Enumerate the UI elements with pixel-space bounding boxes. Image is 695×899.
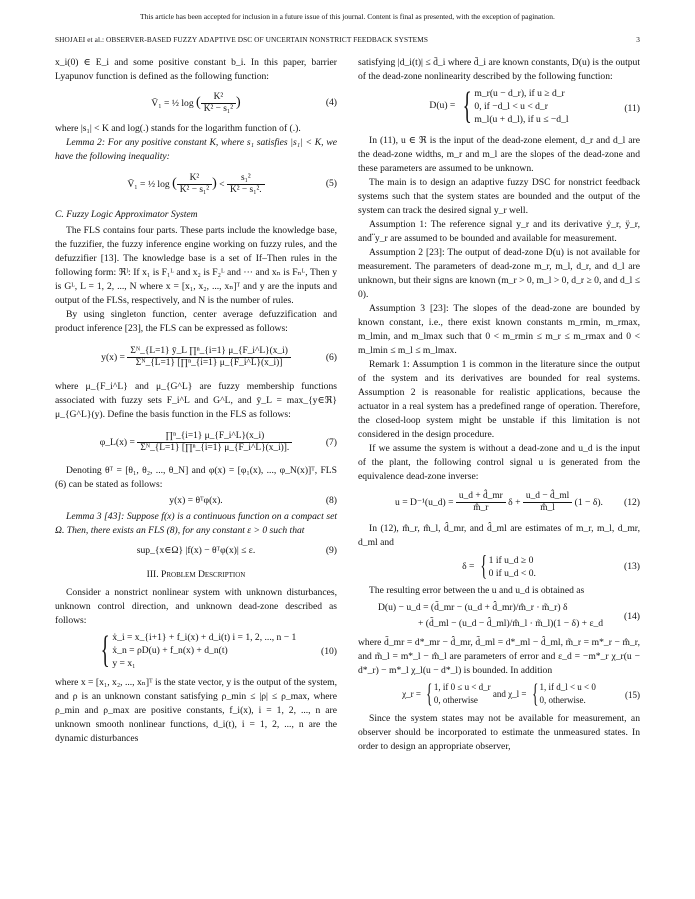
equation-10: { ẋ_i = x_{i+1} + f_i(x) + d_i(t) i = 1, 2, ..., n − 1 ẋ_n = ρD(u) + f_n(x) + d_n(t) y = x₁ (10) (100, 629, 337, 671)
equation-number: (10) (321, 646, 337, 657)
lemma-2: Lemma 2: For any positive constant K, where s₁ satisfies |s₁| < K, we have the following inequality: (55, 137, 337, 162)
assumption-1: Assumption 1: The reference signal y_r and its derivative ẏ_r, ÿ_r, and ⃛y_r are assumed to be bounded and available for measurement. (358, 219, 640, 244)
paragraph: By using singleton function, center average defuzzification and product inference [23], the FLS can be expressed as follows: (55, 309, 337, 334)
equation-number: (15) (625, 690, 640, 700)
equation-6: y(x) = $\frac{\text{Σᴺ\_\{L=1\} ȳ\_L ∏ⁿ\_\{i=1\} μ\_\{F\_i\textasciicircum{}L\}(x\_i)}}{\text{Σᴺ\_\{L=1\} [∏ⁿ\_\{i=1\} μ\_\{F\_i\textasciicircum{}L\}(x\_i)]}}$ (6) (55, 338, 337, 378)
paragraph: Denoting θᵀ = [θ₁, θ₂, ..., θ_N] and φ(x) = [φ₁(x), ..., φ_N(x)]ᵀ, FLS (6) can be stated as follows: (55, 465, 337, 490)
page-number: 3 (636, 35, 640, 44)
paragraph: If we assume the system is without a dead-zone and u_d is the input of the plant, the following control signal u is generated from the equivalence dead-zone inverse: (358, 443, 640, 482)
remark-1: Remark 1: Assumption 1 is common in the literature since the output of the system and its derivatives are bounded for real systems. Assumption 2 is reasonable for realistic applications, because the actuator in a real system has a predefined range of operation. Therefore, the closed-loop system might be unstable if this limitation is not considered in the design procedure. (358, 359, 640, 440)
running-title: SHOJAEI et al.: OBSERVER-BASED FUZZY ADAPTIVE DSC OF UNCERTAIN NONSTRICT FEEDBACK SYSTEMS (55, 35, 428, 44)
paragraph: where x = [x₁, x₂, ..., xₙ]ᵀ is the state vector, y is the output of the system, and ρ is an unknown constant satisfying ρ_min ≤ |ρ| ≤ ρ_max, where ρ_min and ρ_max are positive constants, f_i(x), i = 1, 2, ..., n are unknown smooth nonlinear functions, d_i(t), i = 1, 2, ..., n are the dynamic disturbances (55, 677, 337, 744)
paragraph: In (12), m̂_r, m̂_l, d̂_mr, and d̂_ml are estimates of m_r, m_l, d_mr, d_ml and (358, 523, 640, 548)
right-column (358, 56, 640, 754)
paragraph: The FLS contains four parts. These parts include the knowledge base, the fuzzifier, the fuzzy inference engine working on fuzzy rules, and the defuzzifier [13]. The knowledge base is a set of If–Then rules in the following form: ℜˡ: If x₁ is F₁ᴸ and x₂ is F₂ᴸ and ··· and xₙ is Fₙᴸ, Then y is Gᴸ, L = 1, 2, ..., N where x = [x₁, x₂, ..., xₙ]ᵀ and y are the inputs and output of the FLSs, respectively, and N is the number of rules. (55, 225, 337, 306)
paragraph: The resulting error between the u and u_d is obtained as (369, 585, 585, 596)
equation-12: u = D⁻¹(u_d) = $\frac{u\_d + d̂\_mr}{m̂\_r}$ δ + $\frac{u\_d - d̂\_ml}{m̂\_l}$ (1 − δ). (12) (358, 486, 640, 520)
equation-number: (5) (325, 178, 337, 189)
subsection-heading: C. Fuzzy Logic Approximator System (55, 209, 198, 220)
equation-15: χ_r = { 1, if 0 ≤ u < d_r 0, otherwise and χ_l = { 1, if d_l < u < 0 0, otherwise. (15) (402, 679, 640, 708)
paragraph: Consider a nonstrict nonlinear system with unknown disturbances, unknown control direction, and unknown dead-zone described as follows: (55, 587, 337, 626)
equation-number: (6) (325, 352, 337, 363)
paragraph: where |s₁| < K and log(.) stands for the logarithm function of (.). (55, 123, 301, 134)
assumption-2: Assumption 2 [23]: The output of dead-zone D(u) is not available for measurement. The parameters of dead-zone m_r, m_l, d_r, and d_l are unknown, but their signs are known (m_r > 0, m_l > 0, d_r ≥ 0, and d_l ≤ 0). (358, 247, 640, 300)
equation-7: φ_L(x) = $\frac{\text{∏ⁿ\_\{i=1\} μ\_\{F\_i\textasciicircum{}L\}(x\_i)}}{\text{Σᴺ\_\{L=1\} [∏ⁿ\_\{i=1\} μ\_\{F\_i\textasciicircum{}L\}(x\_i)].}}$ (7) (55, 424, 337, 462)
equation-number: (13) (624, 561, 640, 572)
equation-number: (4) (325, 97, 337, 108)
paragraph: x_i(0) ∈ E_i and some positive constant b_i. In this paper, barrier Lyapunov function is defined as the following function: (55, 57, 337, 82)
equation-8: y(x) = θᵀφ(x). (8) (169, 495, 337, 506)
equation-14: D(u) − u_d = (d̃_mr − (u_d + d̂_mr)/m̂_r · m̃_r) δ + (d̃_ml − (u_d − d̂_ml)/m̂_l · m̃_l)(1 − δ) + ε_d (14) (378, 602, 640, 629)
left-column (55, 56, 337, 746)
equation-4: V̄₁ = ½ log ( $\frac{\text{K²}}{\text{K² − s₁²}}$ ) (4) (55, 86, 337, 120)
equation-11: D(u) = { m_r(u − d_r), if u ≥ d_r 0, if −d_l < u < d_r m_l(u + d_l), if u ≤ −d_l (11) (429, 85, 640, 127)
equation-number: (14) (624, 611, 640, 622)
paragraph: satisfying |d_i(t)| ≤ d̄_i where d̄_i are known constants, D(u) is the output of the dead-zone nonlinearity described by the following function: (358, 57, 640, 82)
equation-9: sup_{x∈Ω} |f(x) − θᵀφ(x)| ≤ ε. (9) (55, 540, 337, 562)
equation-number: (8) (325, 495, 337, 506)
equation-number: (11) (624, 103, 640, 114)
paragraph: Since the system states may not be available for measurement, an observer should be incorporated to estimate the unmeasured states. In order to design an appropriate observer, (358, 713, 640, 752)
equation-13: δ = { 1 if u_d ≥ 0 0 if u_d < 0. (13) (462, 551, 640, 582)
equation-number: (12) (624, 497, 640, 508)
equation-number: (7) (325, 437, 337, 448)
paragraph: where μ_{F_i^L} and μ_{G^L} are fuzzy membership functions associated with fuzzy sets F_i^L and G^L, and ȳ_L = max_{y∈ℜ} μ_{G^L}(y). Define the basis function in the FLS as follows: (55, 381, 337, 420)
paragraph: The main is to design an adaptive fuzzy DSC for nonstrict feedback systems such that the system states are bounded and the output of the system can track the desired signal y_r well. (358, 177, 640, 216)
equation-number: (9) (325, 545, 337, 556)
running-header (55, 35, 640, 44)
assumption-3: Assumption 3 [23]: The slopes of the dead-zone are bounded by known constant, i.e., there exist known constants m_rmin, m_rmax, m_lmin, and m_lmax such that 0 < m_rmin ≤ m_r ≤ m_rmax and 0 < m_lmin ≤ m_l ≤ m_lmax. (358, 303, 640, 356)
section-heading: III. Problem Description (146, 569, 246, 580)
equation-5: V̄₁ = ½ log ( $\frac{\text{K²}}{\text{K² − s₁²}}$ ) < $\frac{\text{s₁²}}{\text{K² − s₁².}}$ (5) (55, 166, 337, 202)
lemma-3: Lemma 3 [43]: Suppose f(x) is a continuous function on a compact set Ω. Then, there exists an FLS (8), for any constant ε > 0 such that (55, 511, 337, 536)
paragraph: where d̃_mr = d*_mr − d̂_mr, d̃_ml = d*_ml − d̂_ml, m̃_r = m*_r − m̂_r, and m̃_l = m*_l − m̂_l are parameters of error and ε_d = −m*_r χ_r(u − d*_r) − m*_l χ_l(u − d*_l) is bounded. In addition (358, 637, 640, 676)
acceptance-notice: This article has been accepted for inclusion in a future issue of this journal. Content is final as presented, with the exception of pagination. (140, 12, 555, 21)
paragraph: In (11), u ∈ ℜ is the input of the dead-zone element, d_r and d_l are the dead-zone widths, m_r and m_l are the slopes of the dead-zone and these parameters are assumed to be unknown. (358, 135, 640, 174)
